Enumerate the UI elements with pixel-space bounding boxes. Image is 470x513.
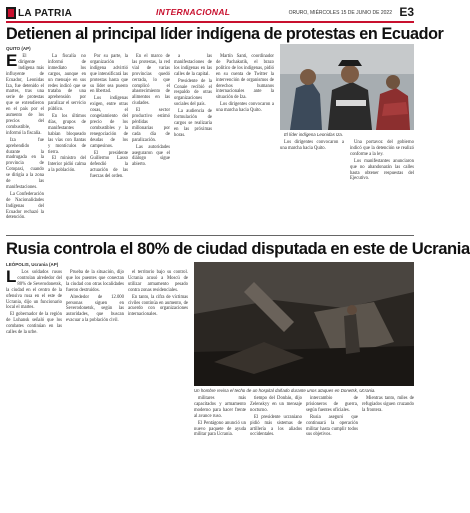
photo-caption: El líder indígena Leonidas Iza.	[284, 132, 344, 137]
paragraph: Los soldados rusos controlan alrededor del 80% de Severodonetsk, la ciudad en el centro de la ofensiva rusa en el este de Ucrania, dijo un funcionario local el martes.	[6, 270, 62, 311]
story-column	[128, 270, 188, 508]
drop-cap: E	[6, 51, 18, 70]
paragraph: Martín Santi, coordinador de Pachakutik, el brazo político de los indígenas, pidió en su cuenta de Twitter la intervención de organismos de derechos humanos internacionales ante la situación de Iza.	[216, 54, 274, 101]
story-column	[250, 396, 302, 508]
paragraph: En tanto, la cifra de víctimas civiles continúa en aumento, de acuerdo con organizaciones internacionales.	[128, 294, 188, 318]
paragraph: intercambio de prisioneros de guerra, según fuentes oficiales.	[306, 396, 358, 413]
story-column	[194, 396, 246, 508]
paragraph: La audiencia de formulación de cargos se realizaría en las próximas horas.	[174, 109, 212, 138]
story-column	[362, 396, 414, 508]
newspaper-logo	[6, 5, 72, 21]
story-credit: LEÓPOLIS, Ucrania (AP)	[6, 262, 59, 267]
story-column	[280, 140, 344, 232]
paragraph: La fiscalía no informó de inmediato los cargos, aunque en un mensaje en sus redes indicó que se trataba de una aprehensión por paralizar el servicio público.	[48, 54, 86, 113]
paragraph: tiempo del Donbás, dijo Zelenskyy en un mensaje nocturno.	[250, 396, 302, 413]
page-number: E3	[399, 5, 414, 19]
paragraph: El sector productivo estimó pérdidas millonarias por cada día de paralización.	[132, 108, 170, 143]
paragraph: Las autoridades aseguraron que el diálogo sigue abierto.	[132, 144, 170, 168]
paragraph: Presidente de la Conaie recibió el respaldo de otras organizaciones sociales del país.	[174, 78, 212, 108]
story-divider	[6, 235, 414, 236]
story-column	[306, 396, 358, 508]
story-column	[174, 54, 212, 232]
logo-icon	[6, 7, 16, 19]
paragraph: el territorio bajo su control. Ucrania acusó a Moscú de utilizar armamento pesado contra zonas residenciales.	[128, 270, 188, 293]
story-photo	[280, 44, 414, 130]
paragraph: Rusia aseguró que continuará la operación militar hasta cumplir todos sus objetivos.	[306, 414, 358, 438]
photo-caption: Un hombre revisa el techo de un hospital dañado durante unos ataques en Donetsk, Ucrania.	[194, 388, 376, 393]
paragraph: Una portavoz del gobierno indicó que la detención se realizó conforme a la ley.	[350, 140, 414, 157]
paragraph: Los manifestantes anunciaron que no abandonarán las calles hasta obtener respuestas del Ejecutivo.	[350, 158, 414, 182]
photo-damaged-roof-illustration	[194, 262, 414, 386]
story-column	[350, 140, 414, 232]
paragraph: El ministro del Interior pidió calma a la población.	[48, 156, 86, 174]
story-column	[132, 54, 170, 232]
paragraph: Por su parte, la organización indígena advirtió que intensificará las protestas hasta que su líder sea puesto en libertad.	[90, 54, 128, 95]
paragraph: Mientras tanto, miles de refugiados siguen cruzando la frontera.	[362, 396, 414, 413]
paragraph: Los dirigentes convocaron a una marcha hacia Quito.	[216, 102, 274, 114]
story-column	[6, 267, 62, 508]
paragraph: a las manifestaciones de los indígenas en las calles de la capital.	[174, 54, 212, 77]
story-credit: QUITO (AP)	[6, 46, 31, 51]
story-photo	[194, 262, 414, 386]
story-column	[90, 54, 128, 232]
story-column	[216, 54, 274, 232]
paragraph: Alrededor de 12.000 personas siguen en Severodonetsk, según las autoridades, que buscan evacuar a la población civil.	[66, 294, 124, 324]
paragraph: militares más capacitados y armamento moderno para hacer frente al avance ruso.	[194, 396, 246, 419]
paragraph: Iza fue aprehendido durante la madrugada en la provincia de Cotopaxi, cuando se dirigía a la zona de las manifestaciones.	[6, 137, 44, 190]
photo-crowd-illustration	[280, 44, 414, 130]
drop-cap: L	[6, 267, 17, 286]
paragraph: En el marco de las protestas, la red vial de varias provincias quedó cerrada, lo que complicó el abastecimiento de alimentos en las ciudades.	[132, 54, 170, 107]
paragraph: El presidente ucraniano pidió más sistemas de artillería a los aliados occidentales.	[250, 414, 302, 438]
masthead-bar	[6, 5, 414, 23]
paragraph: Los dirigentes convocaron a una marcha hacia Quito.	[280, 140, 344, 151]
story-column	[6, 51, 44, 232]
logo-text: LA PATRIA	[18, 7, 73, 19]
section-name: INTERNACIONAL	[156, 7, 231, 17]
story-headline: Rusia controla el 80% de ciudad disputada en este de Ucrania	[6, 239, 470, 258]
paragraph: El gobernador de la región de Luhansk señaló que los combates continúan en las calles de la urbe.	[6, 312, 62, 336]
story-column	[48, 54, 86, 232]
paragraph: El Pentágono anunció un nuevo paquete de ayuda militar para Ucrania.	[194, 420, 246, 438]
dateline: ORURO, MIÉRCOLES 15 DE JUNIO DE 2022	[288, 10, 392, 16]
paragraph: El presidente Guillermo Lasso defendió la actuación de las fuerzas del orden.	[90, 150, 128, 180]
paragraph: El dirigente indígena más influyente de Ecuador, Leonidas Iza, fue detenido el martes, tras una serie de protestas que se extendieron en el país por el aumento de los precios del combustible, informó la fiscalía.	[6, 54, 44, 136]
story-column	[66, 270, 124, 508]
paragraph: La Confederación de Nacionalidades Indígenas del Ecuador rechazó la detención.	[6, 191, 44, 221]
paragraph: Prueba de la situación, dijo que los puentes que conectan la ciudad con otras localidades fueron destruidos.	[66, 270, 124, 293]
paragraph: Los indígenas exigen, entre otras cosas, el congelamiento del precio de los combustibles y la renegociación de deudas de los campesinos.	[90, 96, 128, 149]
story-headline: Detienen al principal líder indígena de protestas en Ecuador	[6, 25, 444, 43]
paragraph: En los últimos días, grupos de manifestantes habían bloqueado las vías con llantas y montículos de tierra.	[48, 114, 86, 155]
